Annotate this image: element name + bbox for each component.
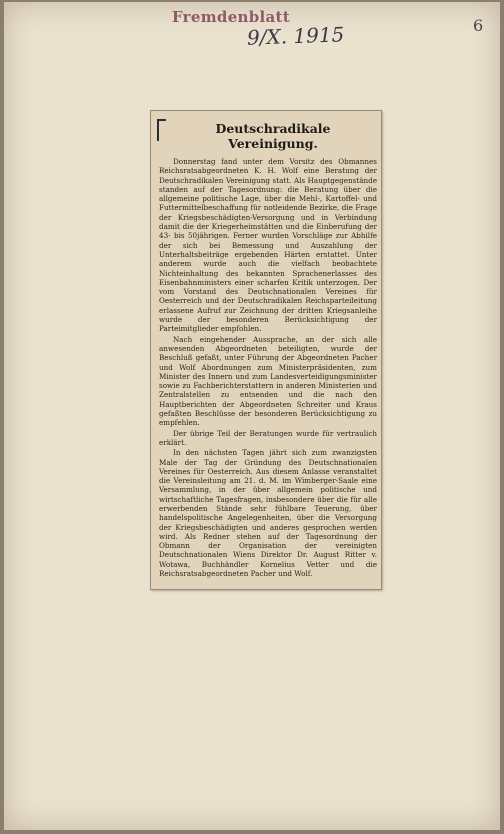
article-paragraph: Nach eingehender Aussprache, an der sich alle anwesenden Abgeordneten beteiligten, wurde der Beschluß gefaßt, unter Führung der Abgeordneten Pacher und Wolf Abordnungen zum Ministerpräsidenten, zum Minister des Innern und zum Landesverteidigungsminister sowie zu Fachberichterstattern in anderen Ministerien und Zentralstellen zu entsenden und die nach den Hauptberichten der Abgeordneten Schreiter und Kraus gefaßten Beschlüsse der besonderen Berücksichtigung zu empfehlen. — [159, 334, 377, 428]
newspaper-stamp: Fremdenblatt — [172, 8, 291, 26]
newspaper-clipping — [150, 110, 382, 590]
bracket-mark — [157, 119, 166, 141]
handwritten-date: 9/X. 1915 — [246, 22, 345, 50]
page-number: 6 — [473, 16, 484, 35]
article-paragraph: Der übrige Teil der Beratungen wurde für vertraulich erklärt. — [159, 428, 377, 447]
archive-page — [4, 2, 500, 830]
article-body — [159, 157, 377, 578]
article-paragraph: Donnerstag fand unter dem Vorsitz des Obmannes Reichsratsabgeordneten K. H. Wolf eine Beratung der Deutschradikalen Vereinigung statt. Als Hauptgegenstände standen auf der Tagesordnung: die Beratung über die allgemeine politische Lage, über die Mehl-, Kartoffel- und Futtermittelbeschaffung für notleidende Bezirke, die Frage der Kriegsbeschädigten-Versorgung und in Verbindung damit die der Kriegerheimstätten und die Einberufung der 43- bis 50jährigen. Ferner wurden Vorschläge zur Abhilfe der sich bei Bemessung und Auszahlung der Unterhaltsbeiträge ergebenden Härten erstattet. Unter anderem wurde auch die vielfach beobachtete Nichteinhaltung des bekannten Sprachenerlasses des Eisenbahnministers einer scharfen Kritik unterzogen. Der vom Vorstand des Deutschnationalen Vereines für Oesterreich und der Deutschradikalen Reichsparteileitung erlassene Aufruf zur Zeichnung der dritten Kriegsanleihe wurde der besonderen Berücksichtigung der Parteimitglieder empfohlen. — [159, 157, 377, 334]
article-paragraph: In den nächsten Tagen jährt sich zum zwanzigsten Male der Tag der Gründung des Deutschnationalen Vereines für Oesterreich. Aus diesem Anlasse veranstaltet die Vereinsleitung am 21. d. M. im Wimberger-Saale eine Versammlung, in der über allgemein politische und wirtschaftliche Tagesfragen, insbesondere über die für alle erwerbenden Stände sehr fühlbare Teuerung, über handelspolitische Angelegenheiten, über die Versorgung der Kriegsbeschädigten und anderes gesprochen werden wird. Als Redner stehen auf der Tagesordnung der Obmann der Organisation der vereinigten Deutschnationalen Wiens Direktor Dr. August Ritter v. Wotawa, Buchhändler Kornelius Vetter und die Reichsratsabgeordneten Pacher und Wolf. — [159, 448, 377, 579]
article-headline: Deutschradikale Vereinigung. — [215, 121, 331, 151]
